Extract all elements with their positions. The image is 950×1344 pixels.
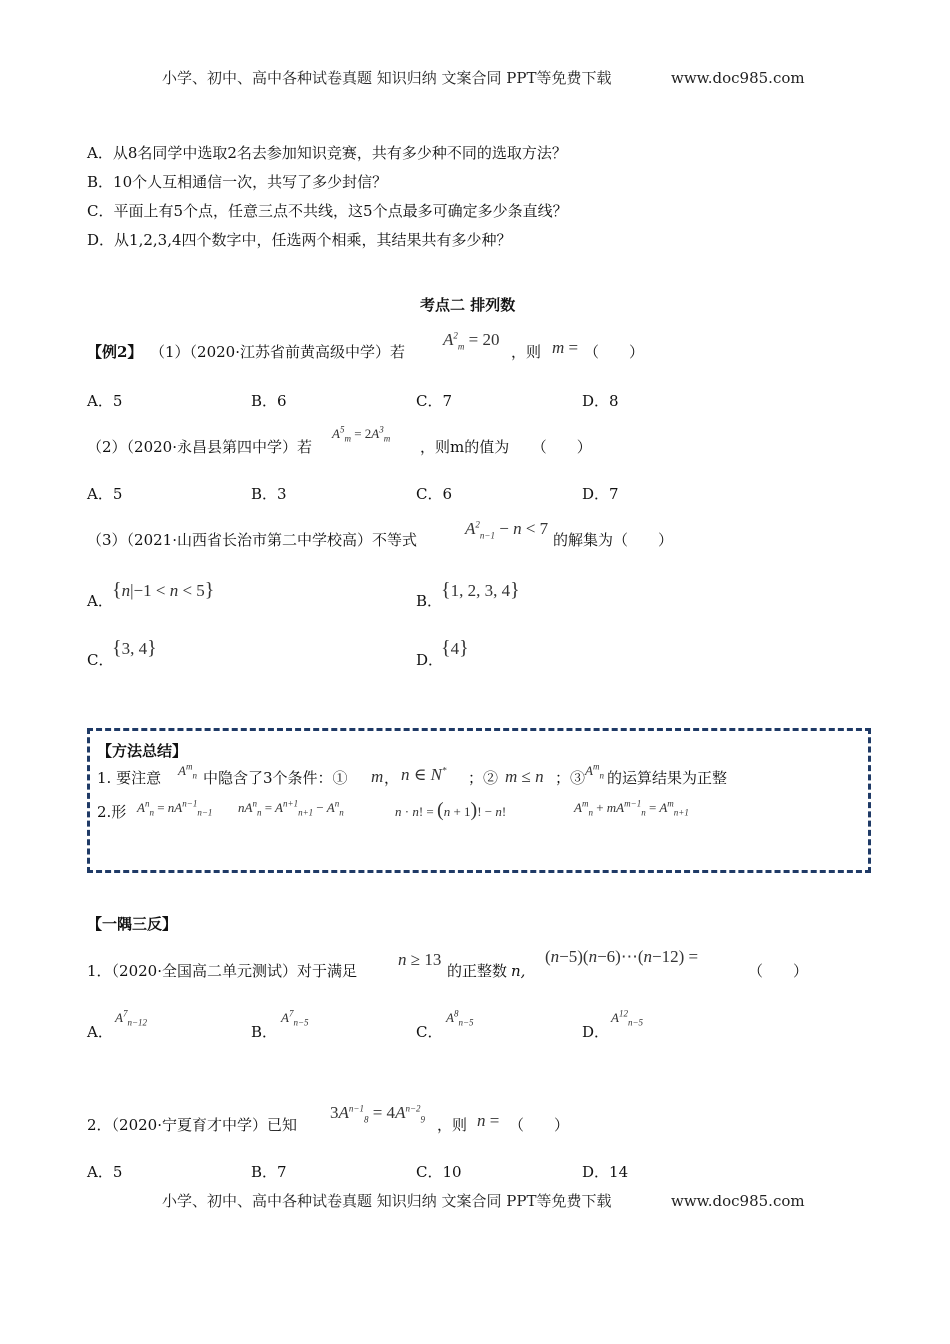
formula-n-ge-13: n ≥ 13 xyxy=(398,950,442,969)
method-line1-a: 中隐含了3个条件：① xyxy=(203,769,348,787)
method-line1-e: 的运算结果为正整 xyxy=(607,769,728,787)
example-2-q3-option-b-label: B． xyxy=(416,592,443,610)
formula-n-a-n-n: $nA^n_n = A^{n+1}_{n+1} - A^n_n$ xyxy=(238,798,344,818)
practice-q1-option-d-formula: $A^{12}_{n-5}$ xyxy=(611,1008,644,1028)
formula-a-n-1-2-minus-n-lt-7: $A^2_{n-1} - n < 7$ xyxy=(465,519,549,541)
practice-q1-option-a-formula: $A^7_{n-12}$ xyxy=(115,1008,148,1028)
example-2-q1-option-d: D．8 xyxy=(582,392,619,410)
formula-n-eq: n = xyxy=(477,1111,500,1130)
formula-a-n-m-2: $A^m_n$ xyxy=(585,761,604,781)
practice-q2-lead: 2．（2020·宁夏育才中学）已知 xyxy=(87,1116,297,1134)
example-2-q1-mid: ，则 xyxy=(511,343,542,361)
formula-product: (n−5)(n−6)⋯(n−12) = xyxy=(545,947,699,966)
formula-m-le-n: m ≤ n xyxy=(505,767,544,786)
example-2-label: 【例2】 xyxy=(87,343,143,361)
practice-q1-tail: （ ） xyxy=(748,962,809,980)
practice-q2-option-b: B．7 xyxy=(251,1163,287,1181)
example-2-q3-option-d-label: D． xyxy=(416,651,444,669)
method-summary-title: 【方法总结】 xyxy=(97,742,188,760)
formula-a-n-m: $A^m_n$ xyxy=(178,761,197,781)
practice-q2-tail: （ ） xyxy=(509,1116,570,1134)
formula-a-n-m-plus-m-a: $A^m_n + mA^{m-1}_n = A^m_{n+1}$ xyxy=(574,798,689,818)
example-2-q2-option-b: B．3 xyxy=(251,485,287,503)
practice-q1-option-c-label: C． xyxy=(416,1023,443,1041)
practice-q1-option-b-label: B． xyxy=(251,1023,278,1041)
page-header-url: www.doc985.com xyxy=(671,69,805,87)
formula-a-m-5-eq-2a-m-3: $A^5_m = 2A^3_m$ xyxy=(332,424,391,444)
method-line1-lead: 1. 要注意 xyxy=(97,769,162,787)
formula-m-eq: m = xyxy=(552,338,579,357)
example-2-q3-option-c-label: C． xyxy=(87,651,114,669)
example-2-q3-option-d-set: {4} xyxy=(441,637,469,659)
formula-factorial-identity: n · n! = (n + 1)! − n! xyxy=(395,799,507,821)
method-line2-lead: 2.形 xyxy=(97,803,127,821)
page-footer-text: 小学、初中、高中各种试卷真题 知识归纳 文案合同 PPT等免费下载 xyxy=(162,1192,612,1210)
practice-q1-option-d-label: D． xyxy=(582,1023,610,1041)
method-line1-c: ；② xyxy=(468,769,499,787)
practice-q1-mid: 的正整数 xyxy=(447,962,508,980)
practice-q1-var: n, xyxy=(511,962,526,980)
intro-option-d: D．从1,2,3,4四个数字中，任选两个相乘，其结果共有多少种？ xyxy=(87,231,512,249)
example-2-q2-option-c: C．6 xyxy=(416,485,453,503)
example-2-q1-tail: （ ） xyxy=(584,343,645,361)
example-2-q3-option-c-set: {3, 4} xyxy=(112,637,157,659)
example-2-q2-option-d: D．7 xyxy=(582,485,619,503)
formula-a-n-n-eq-n-a-n-1-n-1: $A^n_n = nA^{n-1}_{n-1}$ xyxy=(137,798,213,818)
method-line1-b: ， xyxy=(384,769,400,787)
example-2-q3-option-b-set: {1, 2, 3, 4} xyxy=(441,579,520,601)
section-title: 考点二 排列数 xyxy=(420,296,516,314)
example-2-q3-tail: 的解集为（ ） xyxy=(553,531,674,549)
practice-q2-option-d: D．14 xyxy=(582,1163,629,1181)
formula-a-m-2-eq-20: $A^2_m = 20$ xyxy=(443,330,500,352)
page-header-text: 小学、初中、高中各种试卷真题 知识归纳 文案合同 PPT等免费下载 xyxy=(162,69,612,87)
example-2-q3-option-a-label: A． xyxy=(87,592,113,610)
example-2-q2-option-a: A．5 xyxy=(87,485,123,503)
example-2-q1-option-b: B．6 xyxy=(251,392,287,410)
method-line1-d: ；③ xyxy=(555,769,586,787)
practice-q1-option-c-formula: $A^8_{n-5}$ xyxy=(446,1008,474,1028)
practice-q2-option-c: C．10 xyxy=(416,1163,462,1181)
practice-q2-option-a: A．5 xyxy=(87,1163,123,1181)
practice-q1-lead: 1．（2020·全国高二单元测试）对于满足 xyxy=(87,962,357,980)
intro-option-c: C．平面上有5个点，任意三点不共线，这5个点最多可确定多少条直线？ xyxy=(87,202,568,220)
example-2-q2-tail: ，则m的值为 （ ） xyxy=(420,438,592,456)
practice-title: 【一隅三反】 xyxy=(87,915,178,933)
formula-m: m xyxy=(371,767,384,786)
example-2-q1-lead: （1）（2020·江苏省前黄高级中学）若 xyxy=(150,343,405,361)
practice-q1-option-b-formula: $A^7_{n-5}$ xyxy=(281,1008,309,1028)
intro-option-a: A．从8名同学中选取2名去参加知识竞赛，共有多少种不同的选取方法？ xyxy=(87,144,567,162)
intro-option-b: B．10个人互相通信一次，共写了多少封信？ xyxy=(87,173,388,191)
practice-q1-option-a-label: A． xyxy=(87,1023,113,1041)
example-2-q2-lead: （2）（2020·永昌县第四中学）若 xyxy=(87,438,312,456)
formula-n-in-n-star: n ∈ N* xyxy=(401,765,447,784)
example-2-q1-option-a: A．5 xyxy=(87,392,123,410)
page-footer-url: www.doc985.com xyxy=(671,1192,805,1210)
formula-3a-8-eq-4a-9: $3A^{n-1}_8 = 4A^{n-2}_9$ xyxy=(330,1103,426,1125)
example-2-q1-option-c: C．7 xyxy=(416,392,453,410)
example-2-q3-lead: （3）（2021·山西省长治市第二中学校高）不等式 xyxy=(87,531,417,549)
practice-q2-mid: ，则 xyxy=(437,1116,468,1134)
example-2-q3-option-a-set: {n|−1 < n < 5} xyxy=(112,579,215,601)
